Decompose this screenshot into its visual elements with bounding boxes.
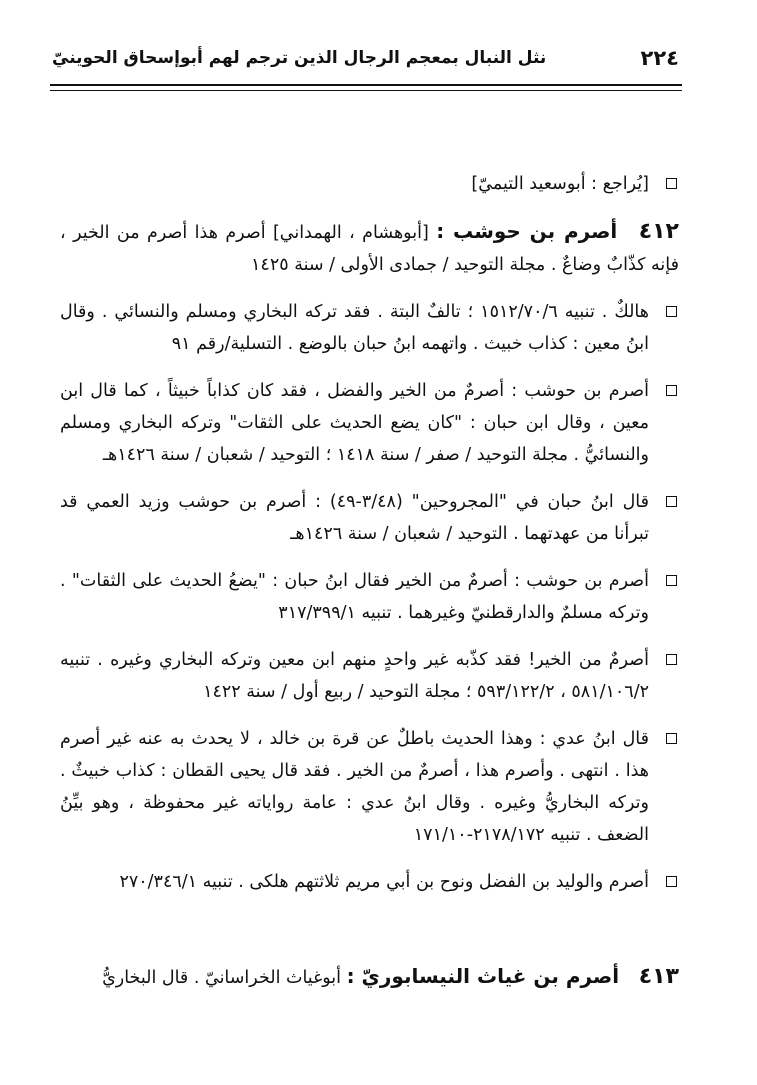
list-item: [60, 486, 679, 550]
page-content: [60, 168, 679, 913]
checkbox-bullet-icon: [666, 306, 677, 317]
list-item-text: أصرم بن حوشب : أصرمٌ من الخير والفضل ، فقد كان كذاباً خبيثاً ، كما قال ابن معين ، وقال ابن حبان : "كان يضع الحديث على الثقات" وتركه البخاري ومسلم والنسائيُّ . مجلة التوحيد / صفر / سنة ١٤١٨ ؛ التوحيد / شعبان / سنة ١٤٢٦هـ: [60, 381, 649, 465]
intro-item: [60, 168, 679, 200]
checkbox-bullet-icon: [666, 178, 677, 189]
entry-name: أصرم بن غياث النيسابوريّ :: [346, 964, 620, 988]
entry-number: ٤١٢: [638, 219, 679, 244]
checkbox-bullet-icon: [666, 876, 677, 887]
intro-item-text: [يُراجع : أبوسعيد التيميّ]: [471, 174, 649, 194]
entry-413-container: [60, 960, 679, 1009]
entry-413: [60, 960, 679, 994]
page-header: [52, 38, 679, 78]
entry-name: أصرم بن حوشب :: [436, 219, 618, 243]
entry-412: [60, 215, 679, 281]
list-item: [60, 296, 679, 360]
list-item-text: قال ابنُ عدي : وهذا الحديث باطلٌ عن قرة بن خالد ، لا يحدث به عنه غير أصرم هذا . انتهى . وأصرم هذا ، أصرمٌ من الخير . فقد قال يحيى القطان : كذاب خبيثٌ . وتركه البخاريُّ وغيره . وقال ابنُ عدي : عامة رواياته غير محفوظة ، وهو بيِّنُ الضعف . تنبيه ٢١٧٨/١٧٢-١٧١/١٠: [60, 729, 649, 845]
entry-number: ٤١٣: [638, 964, 679, 989]
header-rule-thick: [50, 84, 682, 86]
list-item: [60, 644, 679, 708]
list-item: [60, 375, 679, 471]
list-item: [60, 866, 679, 898]
list-item: [60, 723, 679, 851]
checkbox-bullet-icon: [666, 385, 677, 396]
checkbox-bullet-icon: [666, 654, 677, 665]
list-item-text: قال ابنُ حبان في "المجروحين" (٣/٤٨-٤٩) : أصرم بن حوشب وزيد العمي قد تبرأنا من عهدتهما . التوحيد / شعبان / سنة ١٤٢٦هـ: [60, 492, 650, 544]
header-rule-thin: [50, 90, 682, 91]
list-item-text: أصرمٌ من الخير! فقد كذّبه غير واحدٍ منهم ابن معين وتركه البخاري وغيره . تنبيه ٥٨١/١٠٦/٢ ، ٥٩٣/١٢٢/٢ ؛ مجلة التوحيد / ربيع أول / سنة ١٤٢٢: [60, 650, 649, 702]
list-item-text: هالكٌ . تنبيه ١٥١٢/٧٠/٦ ؛ تالفٌ البتة . فقد تركه البخاري ومسلم والنسائي . وقال ابنُ معين : كذاب خبيث . واتهمه ابنُ حبان بالوضع . التسلية/رقم ٩١: [60, 302, 649, 354]
entry-text: أبوغياث الخراسانيّ . قال البخاريُّ: [102, 968, 342, 988]
entry-text: [أبوهشام ، الهمداني] أصرم هذا أصرم من الخير ، فإنه كذّابٌ وضاعٌ . مجلة التوحيد / جمادى الأولى / سنة ١٤٢٥: [60, 223, 679, 275]
page-number: ٢٢٤: [640, 46, 679, 70]
running-title: نثل النبال بمعجم الرجال الذين ترجم لهم أبوإسحاق الحوينيّ: [52, 48, 547, 68]
checkbox-bullet-icon: [666, 575, 677, 586]
list-item-text: أصرم والوليد بن الفضل ونوح بن أبي مريم ثلاثتهم هلكى . تنبيه ٢٧٠/٣٤٦/١: [119, 872, 649, 892]
checkbox-bullet-icon: [666, 733, 677, 744]
checkbox-bullet-icon: [666, 496, 677, 507]
list-item-text: أصرم بن حوشب : أصرمٌ من الخير فقال ابنُ حبان : "يضعُ الحديث على الثقات" . وتركه مسلمٌ والدارقطنيّ وغيرهما . تنبيه ٣١٧/٣٩٩/١: [60, 571, 649, 623]
list-item: [60, 565, 679, 629]
